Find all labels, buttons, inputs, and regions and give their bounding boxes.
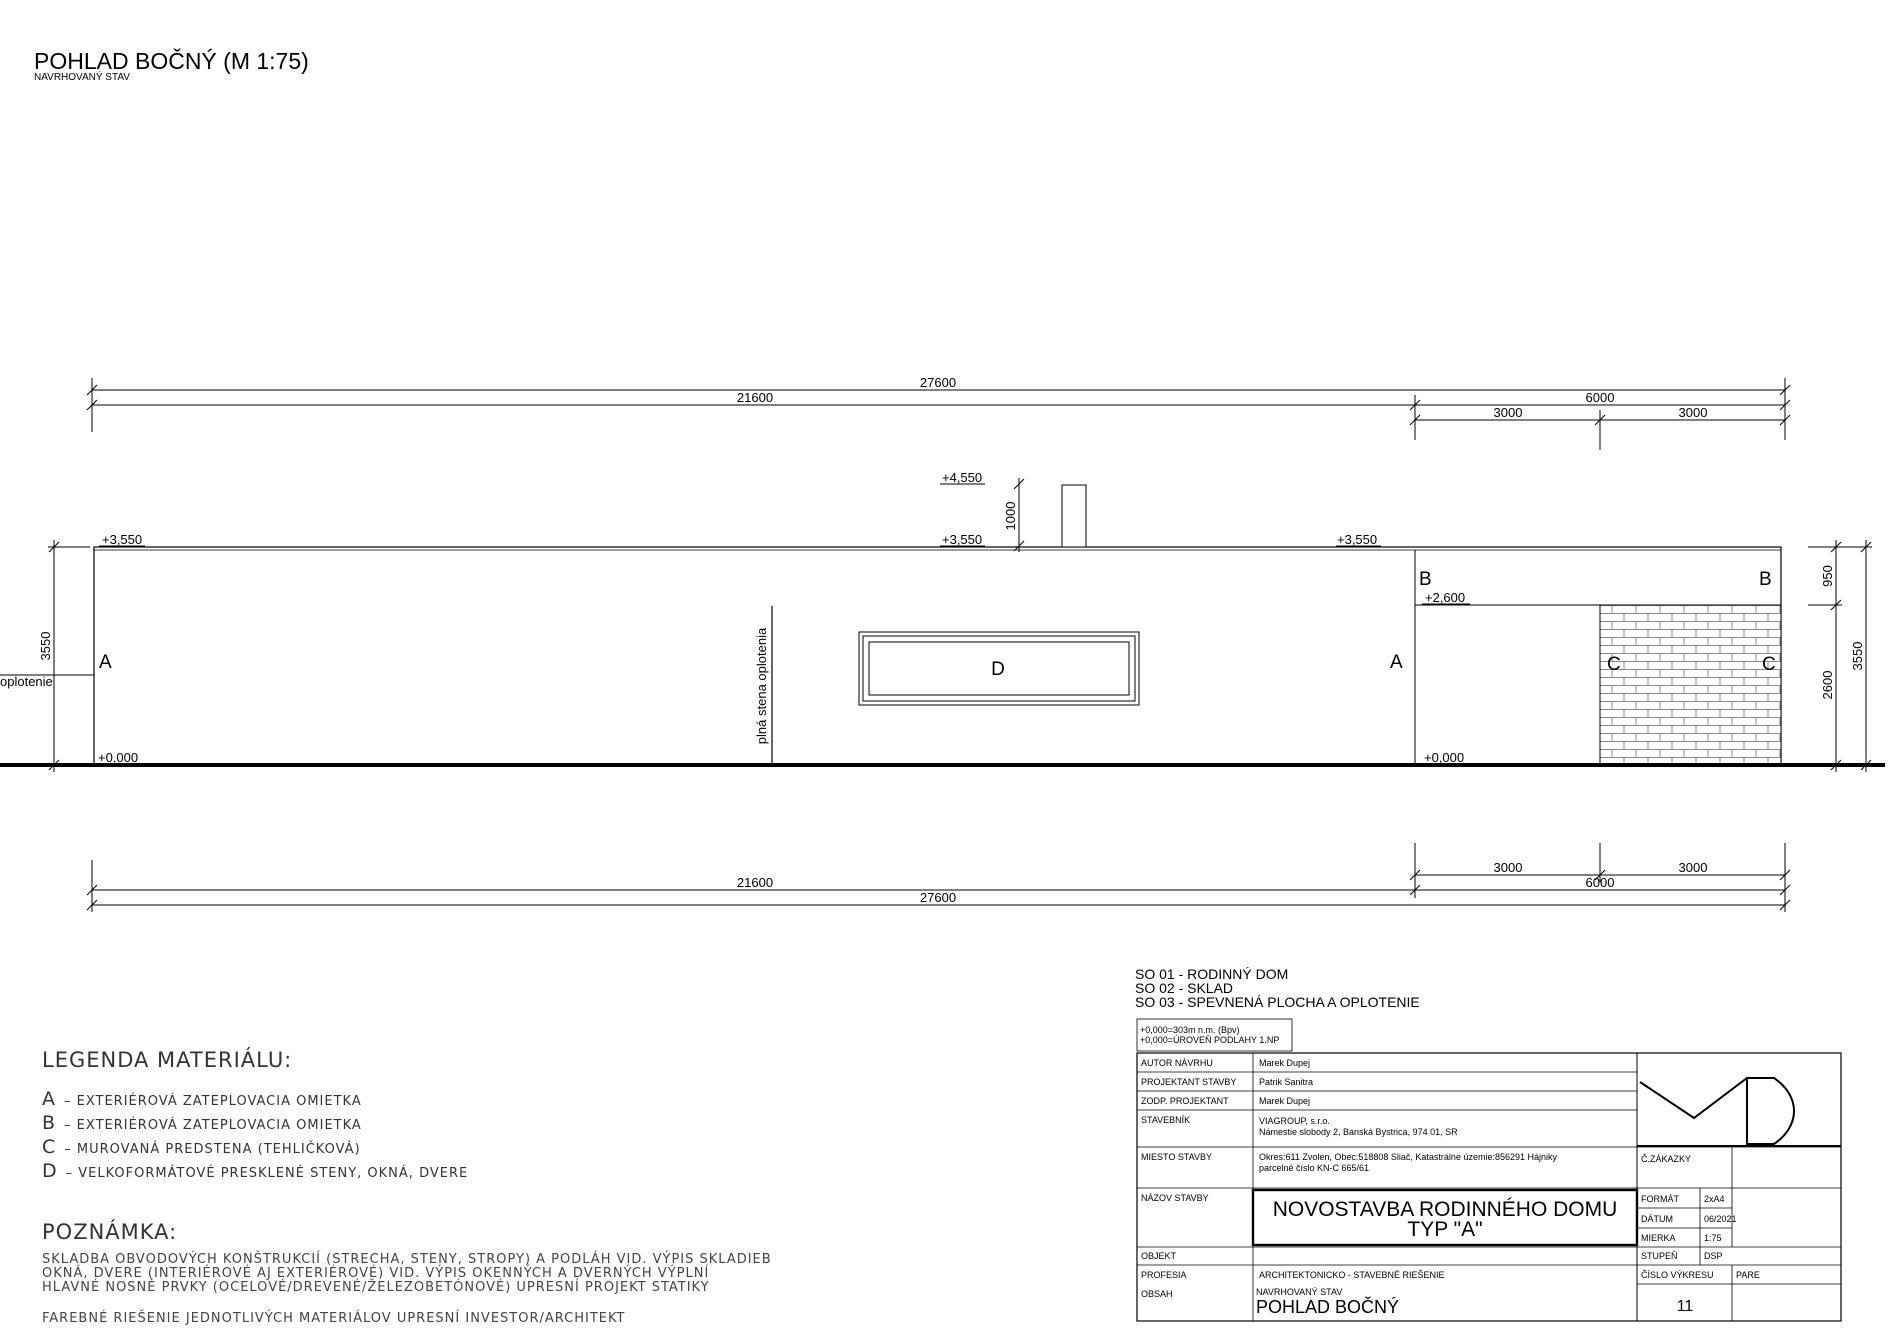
- left-height-dimension: [48, 540, 90, 772]
- level-ground-left: +0,000: [98, 750, 139, 765]
- tb-profession: ARCHITEKTONICKO - STAVEBNÉ RIEŠENIE: [1259, 1270, 1445, 1280]
- dim-bottom-right-b: 3000: [1678, 860, 1708, 875]
- level-shed-top: +2,600: [1425, 590, 1466, 605]
- dim-bottom-left: 21600: [736, 875, 774, 890]
- tb-author: Marek Dupej: [1259, 1058, 1311, 1068]
- tb-author-label: AUTOR NÁVRHU: [1141, 1058, 1213, 1068]
- md-logo-icon: [1637, 1078, 1841, 1146]
- note-line: HLAVNÉ NOSNÉ PRVKY (OCELOVÉ/DREVENÉ/ŽELEZOBETÓNOVÉ) UPRESNÍ PROJEKT STATIKY: [42, 1280, 710, 1295]
- dim-top-right: 6000: [1585, 390, 1615, 405]
- tb-drawing-no: 11: [1676, 1298, 1694, 1315]
- tb-responsible-label: ZODP. PROJEKTANT: [1141, 1096, 1229, 1106]
- tb-format-label: FORMÁT: [1641, 1194, 1679, 1204]
- dim-right-total: 3550: [1850, 641, 1865, 671]
- legend-letter: D: [42, 1160, 58, 1182]
- label-mat-c-right: C: [1762, 654, 1776, 675]
- dim-top-right-a: 3000: [1493, 405, 1523, 420]
- legend-text: – EXTERIÉROVÁ ZATEPLOVACIA OMIETKA: [64, 1094, 362, 1109]
- level-chimney-top: +4,550: [942, 470, 983, 485]
- label-mat-d: D: [991, 659, 1005, 680]
- tb-content-label: OBSAH: [1141, 1289, 1173, 1299]
- building-outline: [94, 547, 1781, 765]
- legend-item-a: [42, 1088, 362, 1110]
- tb-object-label: OBJEKT: [1141, 1251, 1177, 1261]
- dim-top-right-b: 3000: [1678, 405, 1708, 420]
- level-note-line2: +0,000=ÚROVEŇ PODLAHY 1.NP: [1140, 1035, 1280, 1045]
- tb-responsible: Marek Dupej: [1259, 1096, 1311, 1106]
- legend-item-d: [42, 1160, 468, 1182]
- legend-item-b: [42, 1112, 362, 1134]
- tb-drawing-no-label: ČÍSLO VÝKRESU: [1641, 1270, 1714, 1280]
- label-mat-a-right: A: [1390, 652, 1403, 673]
- tb-date: 06/2021: [1704, 1214, 1737, 1224]
- chimney: [1062, 485, 1086, 547]
- dim-bottom-total: 27600: [919, 890, 957, 905]
- tb-builder-line1: VIAGROUP, s.r.o.: [1259, 1116, 1330, 1126]
- tb-designer-label: PROJEKTANT STAVBY: [1141, 1077, 1237, 1087]
- level-ground-right: +0,000: [1424, 750, 1465, 765]
- tb-scale: 1:75: [1704, 1233, 1722, 1243]
- tb-site-line1: Okres:611 Zvolen, Obec:518808 Sliač, Katastrálne územie:856291 Hájniky: [1259, 1152, 1558, 1162]
- tb-date-label: DÁTUM: [1641, 1214, 1673, 1224]
- level-markers: [99, 484, 1470, 764]
- legend-letter: C: [42, 1136, 57, 1158]
- drawing-title: POHLAD BOČNÝ (M 1:75): [34, 48, 309, 74]
- label-mat-c-left: C: [1607, 654, 1621, 675]
- dim-chimney: 1000: [1003, 501, 1018, 531]
- note-heading: POZNÁMKA:: [42, 1220, 178, 1244]
- tb-site-line2: parcelné číslo KN-C 665/61: [1259, 1163, 1370, 1173]
- dim-bottom-right-a: 3000: [1493, 860, 1523, 875]
- dim-bottom-right: 6000: [1585, 875, 1615, 890]
- tb-format: 2xA4: [1704, 1194, 1725, 1204]
- level-roof-left: +3,550: [102, 532, 143, 547]
- drawing-subtitle: NAVRHOVANÝ STAV: [34, 72, 130, 83]
- tb-scale-label: MIERKA: [1641, 1233, 1676, 1243]
- label-mat-a-left: A: [99, 652, 112, 673]
- label-fence-left: oplotenie: [0, 674, 53, 689]
- note-line: OKNÁ, DVERE (INTERIÉROVÉ AJ EXTERIÉROVÉ) VID. VÝPIS OKENNÝCH A DVERNÝCH VÝPLNÍ: [42, 1266, 710, 1281]
- label-mat-b-right: B: [1759, 569, 1772, 590]
- brick-cladding: [1600, 605, 1781, 765]
- note-line: SKLADBA OBVODOVÝCH KONŠTRUKCIÍ (STRECHA, STENY, STROPY) A PODLÁH VID. VÝPIS SKLADIEB: [42, 1252, 772, 1267]
- legend-text: – MUROVANÁ PREDSTENA (TEHLIČKOVÁ): [64, 1142, 361, 1157]
- dim-right-lower: 2600: [1820, 670, 1835, 700]
- tb-builder-line2: Námestie slobody 2, Banská Bystrica, 974 01, SR: [1259, 1127, 1458, 1137]
- tb-building-line1: NOVOSTAVBA RODINNÉHO DOMU: [1272, 1198, 1618, 1221]
- level-roof-right: +3,550: [1337, 532, 1378, 547]
- tb-building-label: NÁZOV STAVBY: [1141, 1193, 1209, 1203]
- note-line: FAREBNÉ RIEŠENIE JEDNOTLIVÝCH MATERIÁLOV UPRESNÍ INVESTOR/ARCHITEKT: [42, 1311, 626, 1326]
- tb-builder-label: STAVEBNÍK: [1141, 1115, 1191, 1125]
- level-roof-mid: +3,550: [942, 532, 983, 547]
- legend-letter: B: [42, 1112, 57, 1134]
- legend-text: – EXTERIÉROVÁ ZATEPLOVACIA OMIETKA: [64, 1118, 362, 1133]
- object-so03: SO 03 - SPEVNENÁ PLOCHA A OPLOTENIE: [1135, 994, 1420, 1010]
- tb-order-label: Č.ZÁKAZKY: [1641, 1154, 1692, 1164]
- label-fence-wall: plná stena oplotenia: [754, 627, 769, 745]
- tb-copies-label: PARE: [1736, 1270, 1760, 1280]
- legend-item-c: [42, 1136, 361, 1158]
- label-mat-b-left: B: [1419, 569, 1432, 590]
- legend-heading: LEGENDA MATERIÁLU:: [42, 1048, 293, 1072]
- tb-site-label: MIESTO STAVBY: [1141, 1152, 1213, 1162]
- tb-designer: Patrik Sanitra: [1259, 1077, 1314, 1087]
- legend-letter: A: [42, 1088, 56, 1110]
- tb-content-main: POHLAD BOČNÝ: [1256, 1297, 1400, 1317]
- dim-top-total: 27600: [919, 375, 957, 390]
- tb-stage-label: STUPEŇ: [1641, 1251, 1678, 1261]
- dim-left-height: 3550: [38, 631, 53, 661]
- tb-profession-label: PROFESIA: [1141, 1270, 1187, 1280]
- object-so02: SO 02 - SKLAD: [1135, 980, 1234, 996]
- legend-text: – VELKOFORMÁTOVÉ PRESKLENÉ STENY, OKNÁ, DVERE: [65, 1166, 469, 1181]
- level-note-line1: +0,000=303m n.m. (Bpv): [1140, 1025, 1240, 1035]
- tb-stage: DSP: [1704, 1251, 1723, 1261]
- object-so01: SO 01 - RODINNÝ DOM: [1135, 966, 1289, 982]
- dim-right-upper: 950: [1820, 565, 1835, 587]
- tb-building-line2: TYP "A": [1407, 1218, 1483, 1241]
- dim-top-left: 21600: [736, 390, 774, 405]
- tb-content-sub: NAVRHOVANÝ STAV: [1256, 1287, 1343, 1297]
